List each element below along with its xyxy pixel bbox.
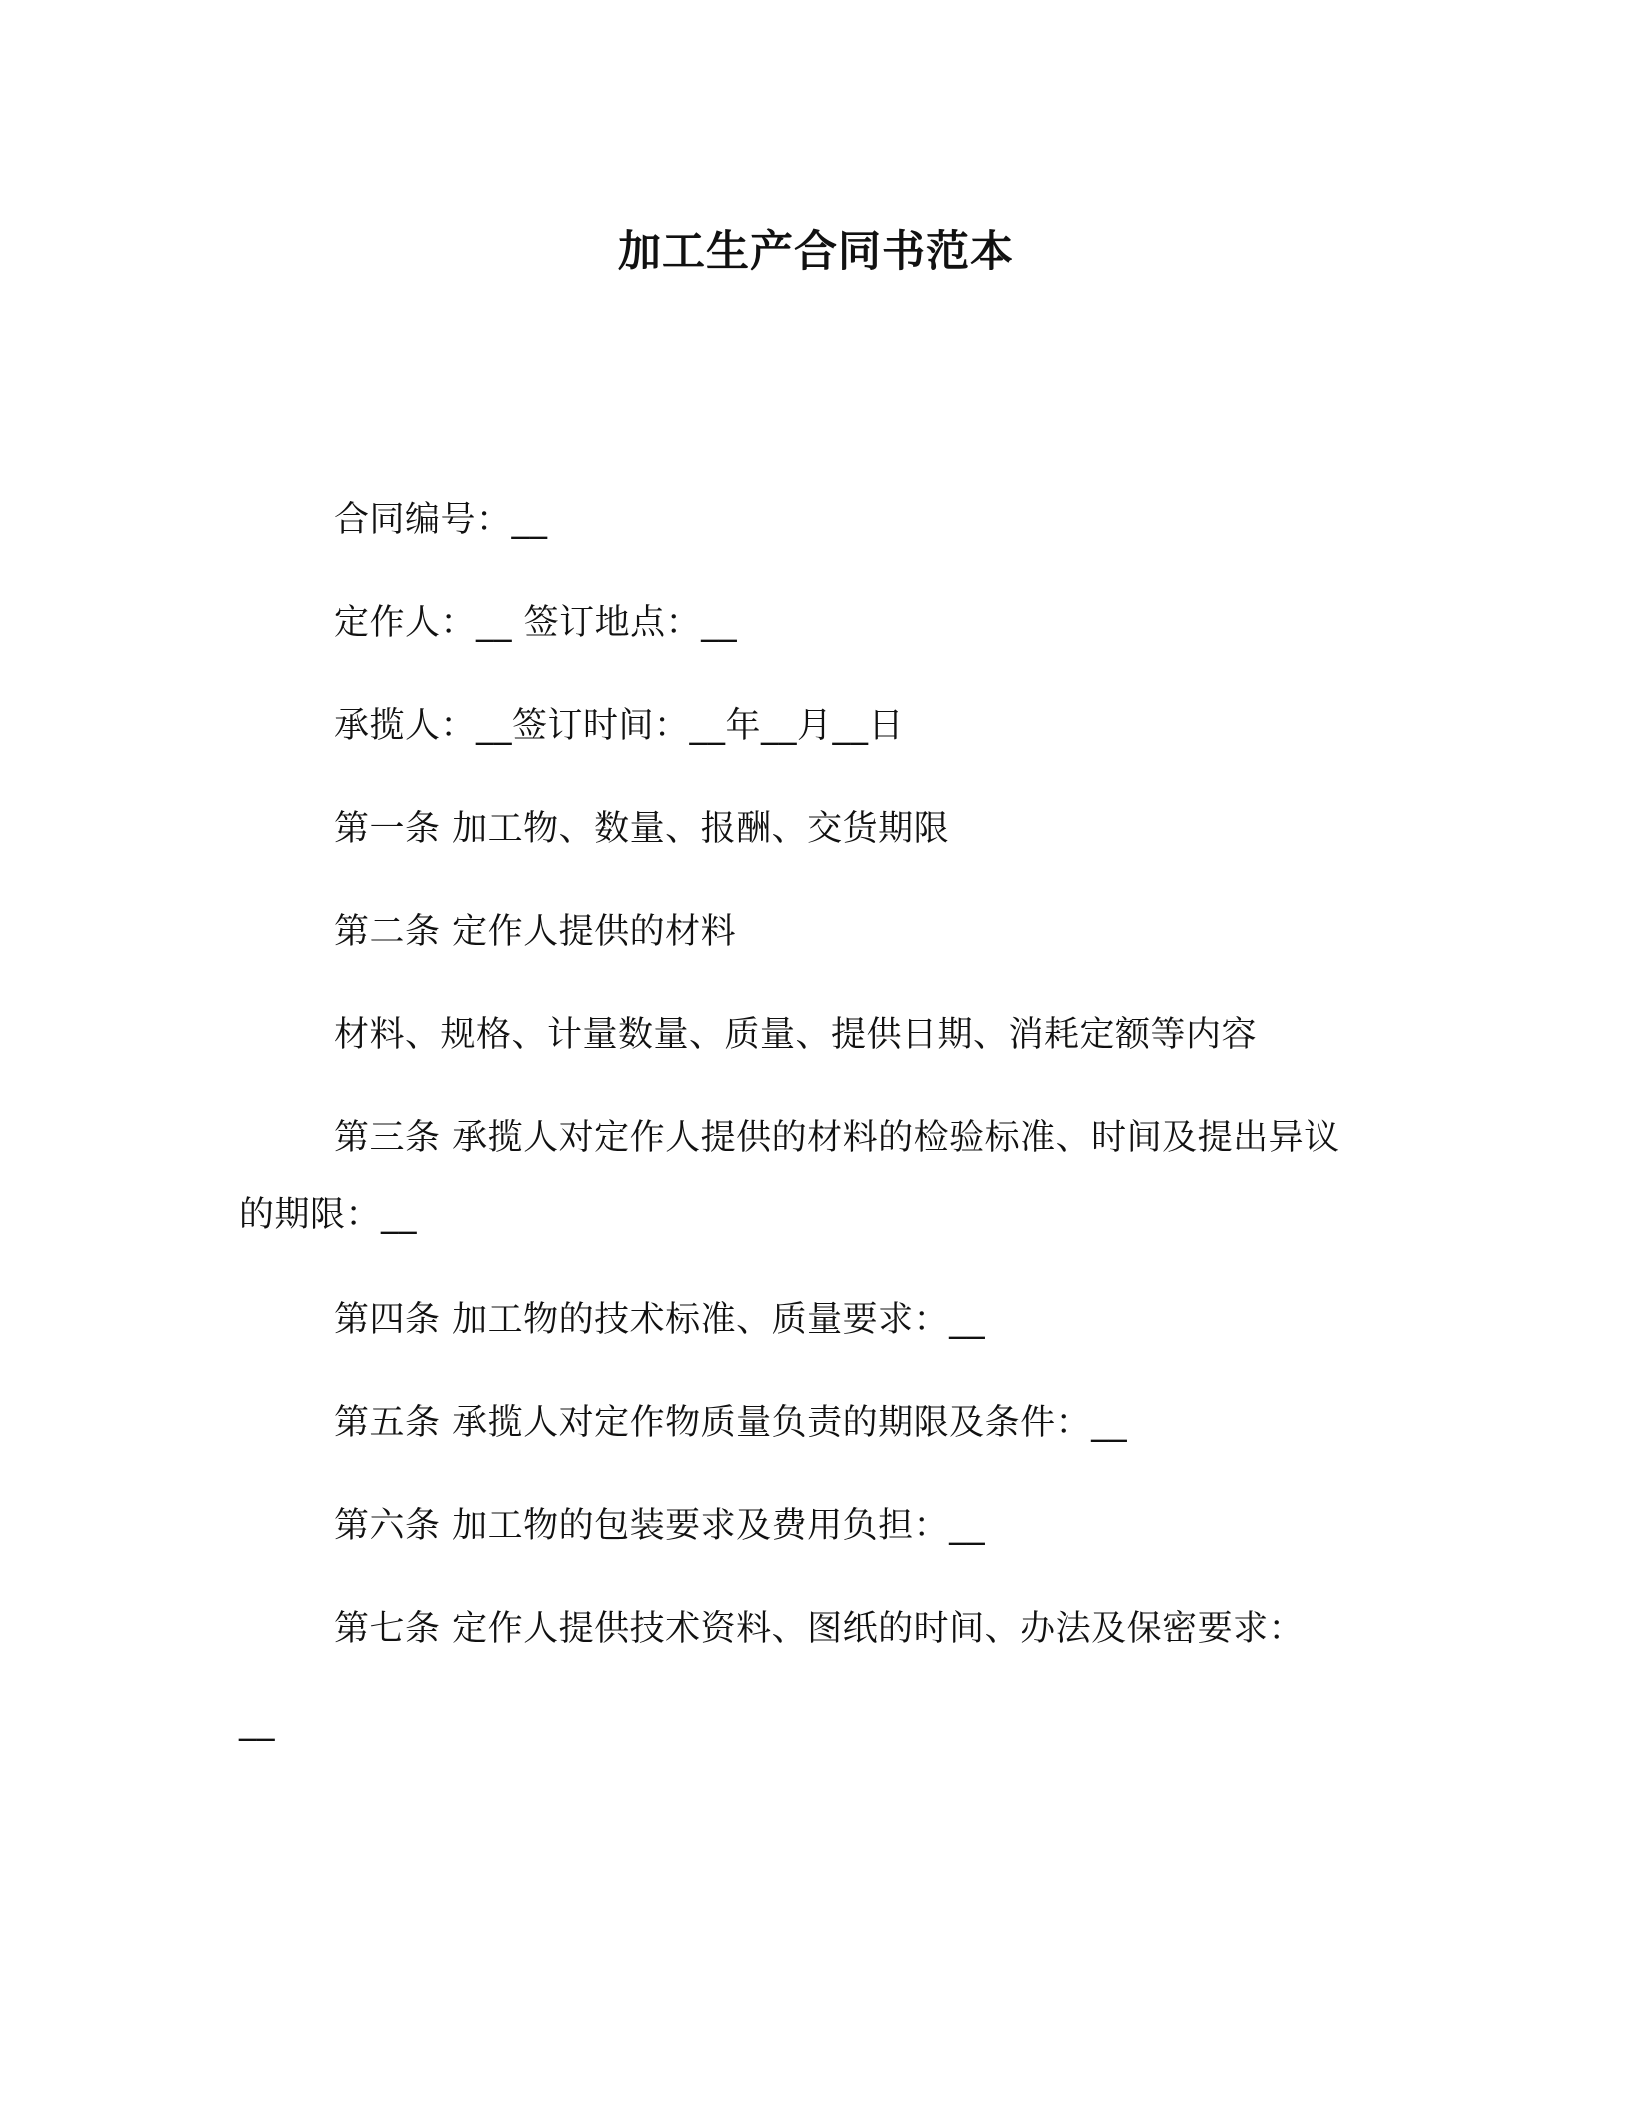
contractor-line: 承揽人：__签订时间：__年__月__日 bbox=[334, 706, 905, 746]
document-title: 加工生产合同书范本 bbox=[618, 227, 1014, 277]
article-6: 第六条 加工物的包装要求及费用负担：__ bbox=[334, 1506, 986, 1546]
article-3: 第三条 承揽人对定作人提供的材料的检验标准、时间及提出异议 bbox=[334, 1118, 1340, 1158]
contract-number-line: 合同编号：__ bbox=[334, 500, 548, 540]
materials-line: 材料、规格、计量数量、质量、提供日期、消耗定额等内容 bbox=[334, 1015, 1258, 1055]
article-2: 第二条 定作人提供的材料 bbox=[334, 912, 737, 952]
orderer-line: 定作人：__ 签订地点：__ bbox=[334, 603, 738, 643]
article-1: 第一条 加工物、数量、报酬、交货期限 bbox=[334, 809, 950, 849]
article-7: 第七条 定作人提供技术资料、图纸的时间、办法及保密要求： bbox=[334, 1609, 1305, 1649]
article-3-continued: 的期限：__ bbox=[239, 1195, 418, 1235]
article-4: 第四条 加工物的技术标准、质量要求：__ bbox=[334, 1300, 986, 1340]
article-5: 第五条 承揽人对定作物质量负责的期限及条件：__ bbox=[334, 1403, 1128, 1443]
article-7-continued: __ bbox=[239, 1702, 275, 1742]
